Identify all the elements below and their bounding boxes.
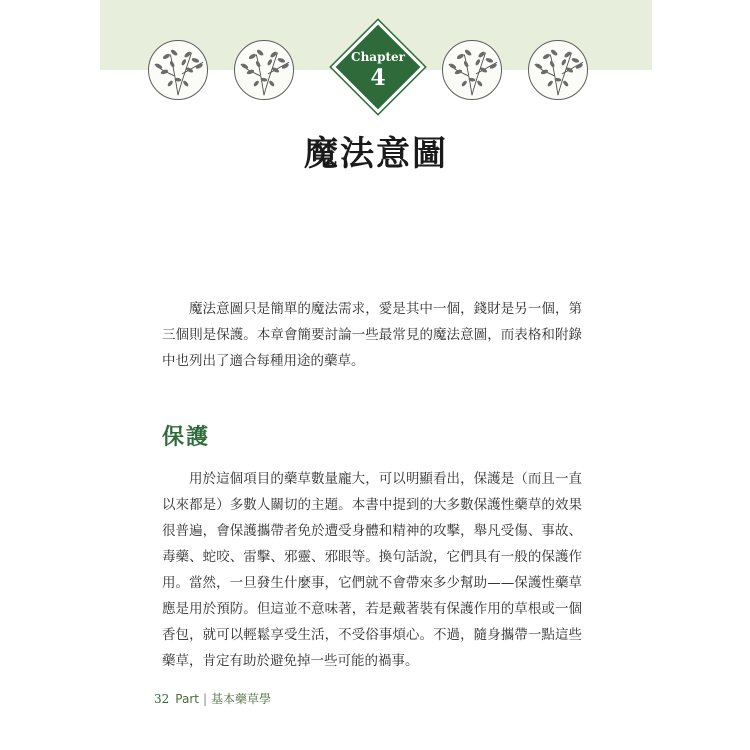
herb-medallion-icon — [148, 40, 208, 100]
intro-paragraph: 魔法意圖只是簡單的魔法需求，愛是其中一個，錢財是另一個，第三個則是保護。本章會簡要討論一些最常見的魔法意圖，而表格和附錄中也列出了適合每種用途的藥草。 — [162, 301, 582, 369]
part-label: Part — [175, 692, 199, 706]
chapter-number: 4 — [370, 65, 386, 91]
chapter-badge — [336, 25, 420, 109]
page-number: 32 — [154, 692, 170, 706]
herb-medallion-icon — [442, 40, 502, 100]
book-section-label: 基本藥草學 — [211, 692, 272, 706]
chapter-label: Chapter — [351, 50, 405, 64]
herb-medallion-icon — [234, 40, 294, 100]
footer-separator: | — [202, 692, 208, 706]
book-page — [100, 0, 652, 750]
herb-medallion-icon — [528, 40, 588, 100]
chapter-title: 魔法意圖 — [304, 134, 448, 174]
section-heading: 保護 — [162, 425, 211, 450]
body-paragraph: 當然，一旦發生什麼事，它們就不會帶來多少幫助——保護性藥草應是用於預防。但這並不意味著，若是戴著裝有保護作用的草根或一個香包，就可以輕鬆享受生活，不受俗事煩心。不過，隨身攜帶一點這些藥草，肯定有助於避免掉一些可能的禍事。 — [162, 575, 582, 669]
page-footer — [154, 690, 271, 707]
body-paragraph: 用於這個項目的藥草數量龐大，可以明顯看出，保護是（而且一直以來都是）多數人關切的主題。本書中提到的大多數保護性藥草的效果很普遍，會保護攜帶者免於遭受身體和精神的攻擊，舉凡受傷、事故、毒藥、蛇咬、雷擊、邪靈、邪眼等。換句話說，它們具有一般的保護作用。 — [162, 471, 582, 591]
